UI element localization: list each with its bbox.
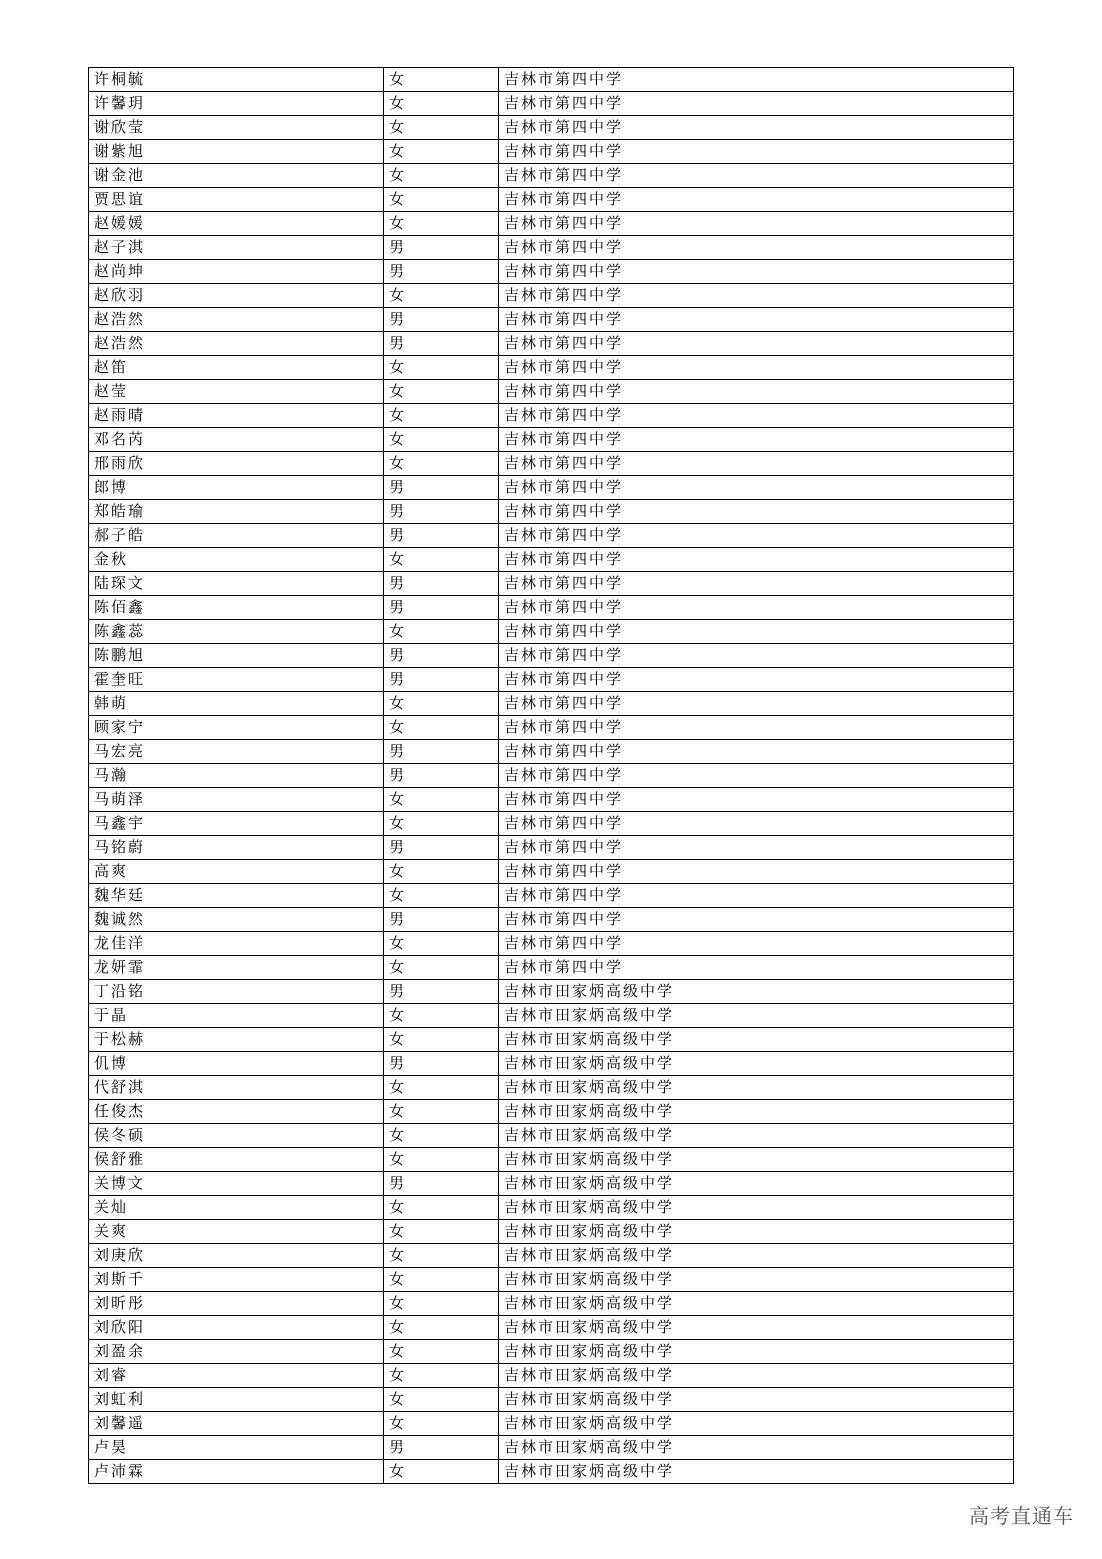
name-cell: 魏华廷 [89,884,384,908]
school-cell: 吉林市第四中学 [499,836,1014,860]
school-cell: 吉林市田家炳高级中学 [499,1028,1014,1052]
table-row [89,308,1014,332]
school-cell: 吉林市第四中学 [499,908,1014,932]
school-cell: 吉林市第四中学 [499,308,1014,332]
table-row [89,476,1014,500]
table-row [89,764,1014,788]
name-cell: 刘虹利 [89,1388,384,1412]
school-cell: 吉林市第四中学 [499,500,1014,524]
gender-cell: 男 [384,1172,499,1196]
table-row [89,668,1014,692]
gender-cell: 女 [384,1148,499,1172]
gender-cell: 男 [384,476,499,500]
school-cell: 吉林市第四中学 [499,476,1014,500]
name-cell: 赵雨晴 [89,404,384,428]
gender-cell: 男 [384,764,499,788]
table-row [89,1412,1014,1436]
name-cell: 侯舒雅 [89,1148,384,1172]
school-cell: 吉林市第四中学 [499,260,1014,284]
name-cell: 谢金池 [89,164,384,188]
name-cell: 刘欣阳 [89,1316,384,1340]
name-cell: 马宏亮 [89,740,384,764]
gender-cell: 女 [384,788,499,812]
table-row [89,260,1014,284]
gender-cell: 女 [384,164,499,188]
gender-cell: 女 [384,1340,499,1364]
gender-cell: 女 [384,932,499,956]
name-cell: 赵浩然 [89,308,384,332]
school-cell: 吉林市田家炳高级中学 [499,1148,1014,1172]
name-cell: 代舒淇 [89,1076,384,1100]
name-cell: 马铭蔚 [89,836,384,860]
gender-cell: 男 [384,668,499,692]
name-cell: 陆琛文 [89,572,384,596]
gender-cell: 男 [384,332,499,356]
name-cell: 关博文 [89,1172,384,1196]
gender-cell: 女 [384,404,499,428]
gender-cell: 女 [384,1196,499,1220]
school-cell: 吉林市第四中学 [499,140,1014,164]
table-row [89,236,1014,260]
gender-cell: 男 [384,500,499,524]
school-cell: 吉林市第四中学 [499,692,1014,716]
name-cell: 邢雨欣 [89,452,384,476]
school-cell: 吉林市田家炳高级中学 [499,1340,1014,1364]
gender-cell: 女 [384,548,499,572]
student-list-body [89,68,1014,1484]
school-cell: 吉林市第四中学 [499,116,1014,140]
name-cell: 陈鹏旭 [89,644,384,668]
table-row [89,1340,1014,1364]
name-cell: 马萌泽 [89,788,384,812]
table-row [89,1436,1014,1460]
table-row [89,524,1014,548]
table-row [89,284,1014,308]
gender-cell: 女 [384,812,499,836]
name-cell: 马瀚 [89,764,384,788]
gender-cell: 男 [384,644,499,668]
table-row [89,68,1014,92]
gender-cell: 女 [384,428,499,452]
school-cell: 吉林市田家炳高级中学 [499,1124,1014,1148]
gender-cell: 男 [384,236,499,260]
gender-cell: 女 [384,692,499,716]
table-row [89,1244,1014,1268]
name-cell: 侯冬硕 [89,1124,384,1148]
school-cell: 吉林市第四中学 [499,356,1014,380]
name-cell: 关爽 [89,1220,384,1244]
table-row [89,1364,1014,1388]
gender-cell: 女 [384,1124,499,1148]
school-cell: 吉林市田家炳高级中学 [499,1388,1014,1412]
table-row [89,1196,1014,1220]
table-row [89,596,1014,620]
table-row [89,1004,1014,1028]
table-row [89,404,1014,428]
school-cell: 吉林市田家炳高级中学 [499,1100,1014,1124]
table-row [89,1316,1014,1340]
school-cell: 吉林市第四中学 [499,596,1014,620]
table-row [89,572,1014,596]
school-cell: 吉林市田家炳高级中学 [499,1268,1014,1292]
name-cell: 赵莹 [89,380,384,404]
table-row [89,956,1014,980]
gender-cell: 女 [384,1004,499,1028]
name-cell: 谢欣莹 [89,116,384,140]
school-cell: 吉林市第四中学 [499,932,1014,956]
table-row [89,812,1014,836]
gender-cell: 男 [384,596,499,620]
table-row [89,1460,1014,1484]
gender-cell: 女 [384,1244,499,1268]
school-cell: 吉林市第四中学 [499,620,1014,644]
name-cell: 刘庚欣 [89,1244,384,1268]
name-cell: 许桐毓 [89,68,384,92]
gender-cell: 女 [384,1364,499,1388]
gender-cell: 女 [384,884,499,908]
school-cell: 吉林市第四中学 [499,572,1014,596]
school-cell: 吉林市第四中学 [499,812,1014,836]
gender-cell: 女 [384,1388,499,1412]
name-cell: 卢沛霖 [89,1460,384,1484]
school-cell: 吉林市第四中学 [499,740,1014,764]
school-cell: 吉林市田家炳高级中学 [499,1412,1014,1436]
name-cell: 龙佳洋 [89,932,384,956]
name-cell: 龙妍霏 [89,956,384,980]
table-row [89,116,1014,140]
table-row [89,788,1014,812]
name-cell: 仉博 [89,1052,384,1076]
gender-cell: 男 [384,836,499,860]
table-row [89,716,1014,740]
gender-cell: 女 [384,1220,499,1244]
table-row [89,1076,1014,1100]
school-cell: 吉林市第四中学 [499,68,1014,92]
school-cell: 吉林市第四中学 [499,332,1014,356]
name-cell: 郑皓瑜 [89,500,384,524]
name-cell: 郎博 [89,476,384,500]
table-row [89,980,1014,1004]
gender-cell: 女 [384,1292,499,1316]
school-cell: 吉林市第四中学 [499,404,1014,428]
table-row [89,1268,1014,1292]
table-row [89,212,1014,236]
table-row [89,932,1014,956]
school-cell: 吉林市田家炳高级中学 [499,980,1014,1004]
table-row [89,452,1014,476]
gender-cell: 男 [384,1052,499,1076]
table-row [89,140,1014,164]
table-row [89,1172,1014,1196]
gender-cell: 男 [384,980,499,1004]
name-cell: 高爽 [89,860,384,884]
gender-cell: 女 [384,1028,499,1052]
gender-cell: 女 [384,860,499,884]
school-cell: 吉林市第四中学 [499,668,1014,692]
table-row [89,884,1014,908]
table-row [89,1028,1014,1052]
name-cell: 郝子皓 [89,524,384,548]
name-cell: 于晶 [89,1004,384,1028]
school-cell: 吉林市田家炳高级中学 [499,1292,1014,1316]
name-cell: 刘昕彤 [89,1292,384,1316]
gender-cell: 女 [384,620,499,644]
table-row [89,1220,1014,1244]
school-cell: 吉林市第四中学 [499,716,1014,740]
gender-cell: 女 [384,92,499,116]
school-cell: 吉林市第四中学 [499,188,1014,212]
gender-cell: 女 [384,1268,499,1292]
gender-cell: 女 [384,116,499,140]
school-cell: 吉林市田家炳高级中学 [499,1004,1014,1028]
school-cell: 吉林市田家炳高级中学 [499,1364,1014,1388]
table-row [89,860,1014,884]
gender-cell: 女 [384,140,499,164]
school-cell: 吉林市田家炳高级中学 [499,1196,1014,1220]
name-cell: 丁沿铭 [89,980,384,1004]
school-cell: 吉林市田家炳高级中学 [499,1172,1014,1196]
name-cell: 马鑫宇 [89,812,384,836]
name-cell: 赵笛 [89,356,384,380]
table-row [89,1292,1014,1316]
table-row [89,1148,1014,1172]
table-row [89,356,1014,380]
name-cell: 贾思谊 [89,188,384,212]
school-cell: 吉林市第四中学 [499,236,1014,260]
name-cell: 魏诚然 [89,908,384,932]
name-cell: 赵子淇 [89,236,384,260]
gender-cell: 男 [384,1436,499,1460]
table-row [89,1388,1014,1412]
name-cell: 任俊杰 [89,1100,384,1124]
table-row [89,380,1014,404]
name-cell: 于松赫 [89,1028,384,1052]
school-cell: 吉林市第四中学 [499,428,1014,452]
school-cell: 吉林市田家炳高级中学 [499,1052,1014,1076]
name-cell: 刘斯千 [89,1268,384,1292]
gender-cell: 女 [384,956,499,980]
name-cell: 赵浩然 [89,332,384,356]
name-cell: 许馨玥 [89,92,384,116]
name-cell: 顾家宁 [89,716,384,740]
gender-cell: 男 [384,572,499,596]
table-row [89,1100,1014,1124]
gender-cell: 女 [384,1412,499,1436]
school-cell: 吉林市第四中学 [499,884,1014,908]
gender-cell: 女 [384,284,499,308]
school-cell: 吉林市第四中学 [499,764,1014,788]
table-row [89,500,1014,524]
name-cell: 刘盈余 [89,1340,384,1364]
gender-cell: 女 [384,356,499,380]
name-cell: 赵媛媛 [89,212,384,236]
name-cell: 金秋 [89,548,384,572]
gender-cell: 男 [384,908,499,932]
gender-cell: 女 [384,188,499,212]
table-row [89,620,1014,644]
school-cell: 吉林市第四中学 [499,284,1014,308]
school-cell: 吉林市第四中学 [499,788,1014,812]
name-cell: 赵欣羽 [89,284,384,308]
table-row [89,188,1014,212]
school-cell: 吉林市第四中学 [499,380,1014,404]
table-row [89,908,1014,932]
gender-cell: 女 [384,68,499,92]
school-cell: 吉林市田家炳高级中学 [499,1220,1014,1244]
name-cell: 卢昊 [89,1436,384,1460]
table-row [89,332,1014,356]
table-row [89,1052,1014,1076]
gender-cell: 女 [384,380,499,404]
gender-cell: 女 [384,1316,499,1340]
school-cell: 吉林市第四中学 [499,164,1014,188]
table-row [89,548,1014,572]
gender-cell: 男 [384,740,499,764]
name-cell: 霍奎旺 [89,668,384,692]
name-cell: 关灿 [89,1196,384,1220]
school-cell: 吉林市第四中学 [499,452,1014,476]
gender-cell: 男 [384,308,499,332]
school-cell: 吉林市第四中学 [499,956,1014,980]
school-cell: 吉林市田家炳高级中学 [499,1436,1014,1460]
school-cell: 吉林市第四中学 [499,548,1014,572]
name-cell: 谢紫旭 [89,140,384,164]
table-row [89,692,1014,716]
school-cell: 吉林市第四中学 [499,92,1014,116]
name-cell: 刘睿 [89,1364,384,1388]
gender-cell: 女 [384,716,499,740]
name-cell: 陈鑫蕊 [89,620,384,644]
table-row [89,836,1014,860]
gender-cell: 女 [384,212,499,236]
school-cell: 吉林市田家炳高级中学 [499,1316,1014,1340]
school-cell: 吉林市第四中学 [499,212,1014,236]
student-list-table [88,67,1014,1484]
school-cell: 吉林市第四中学 [499,860,1014,884]
table-row [89,740,1014,764]
school-cell: 吉林市第四中学 [499,524,1014,548]
gender-cell: 男 [384,524,499,548]
name-cell: 邓名芮 [89,428,384,452]
gender-cell: 女 [384,1100,499,1124]
name-cell: 陈佰鑫 [89,596,384,620]
watermark-text: 高考直通车 [969,1504,1074,1528]
school-cell: 吉林市田家炳高级中学 [499,1244,1014,1268]
school-cell: 吉林市田家炳高级中学 [499,1460,1014,1484]
school-cell: 吉林市第四中学 [499,644,1014,668]
table-row [89,644,1014,668]
table-row [89,1124,1014,1148]
name-cell: 赵尚坤 [89,260,384,284]
table-row [89,92,1014,116]
name-cell: 刘馨遥 [89,1412,384,1436]
gender-cell: 女 [384,1460,499,1484]
gender-cell: 女 [384,452,499,476]
gender-cell: 男 [384,260,499,284]
gender-cell: 女 [384,1076,499,1100]
school-cell: 吉林市田家炳高级中学 [499,1076,1014,1100]
name-cell: 韩萌 [89,692,384,716]
table-row [89,428,1014,452]
table-row [89,164,1014,188]
